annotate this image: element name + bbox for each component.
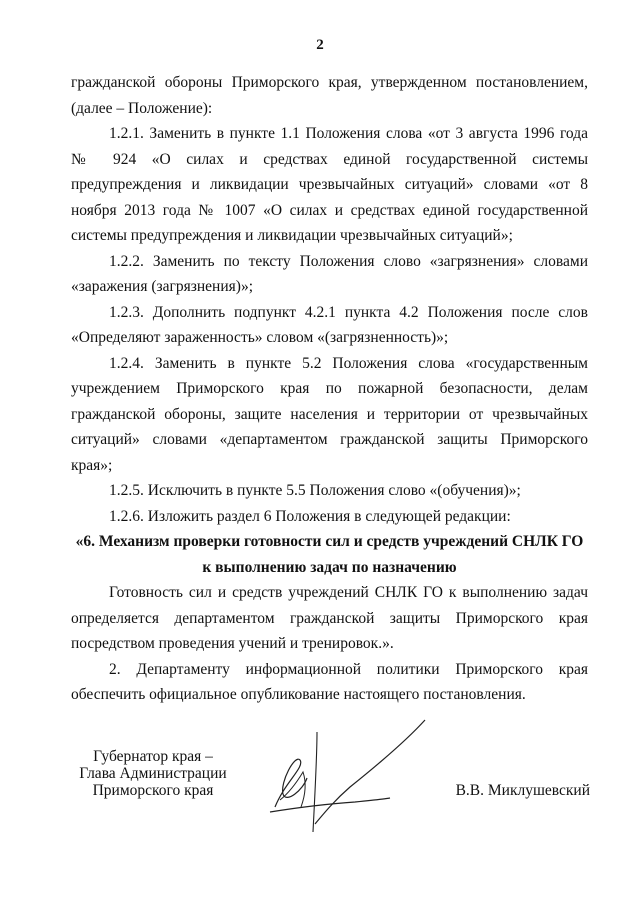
handwritten-signature <box>255 712 445 847</box>
paragraph-2: 2. Департаменту информационной политики Приморского края обеспечить официальное опубликование настоящего постановления. <box>71 660 588 703</box>
paragraph-1-2-3: 1.2.3. Дополнить подпункт 4.2.1 пункта 4.2 Положения после слов «Определяют зараженность» словом «(загрязненность)»; <box>71 303 588 346</box>
paragraph-1-2-2: 1.2.2. Заменить по тексту Положения слово «загрязнения» словами «заражения (загрязнения)»; <box>71 252 588 295</box>
paragraph-1-2-5: 1.2.5. Исключить в пункте 5.5 Положения слово «(обучения)»; <box>109 482 521 499</box>
signer-name: В.В. Миклушевский <box>455 782 590 799</box>
signer-title-line: Глава Администрации <box>79 765 227 782</box>
paragraph-1-2-4: 1.2.4. Заменить в пункте 5.2 Положения слова «государственным учреждением Приморского края по пожарной безопасности, делам гражданской обороны, защите населения и территории от чрезвычайных ситуаций» словами «департаментом гражданской защиты Приморского края»; <box>71 354 588 474</box>
paragraph-intro: гражданской обороны Приморского края, утвержденном постановлением, (далее – Положение): <box>71 74 588 117</box>
page-number: 2 <box>316 37 324 53</box>
paragraph-readiness: Готовность сил и средств учреждений СНЛК ГО к выполнению задач определяется департаментом гражданской защиты Приморского края посредством проведения учений и тренировок.». <box>71 584 588 652</box>
document-body <box>71 70 588 708</box>
paragraph-1-2-6: 1.2.6. Изложить раздел 6 Положения в следующей редакции: <box>109 507 511 525</box>
signer-title <box>78 748 228 799</box>
section-heading: «6. Механизм проверки готовности сил и средств учреждений СНЛК ГО к выполнению задач по назначению <box>75 533 584 576</box>
paragraph-1-2-1: 1.2.1. Заменить в пункте 1.1 Положения слова «от 3 августа 1996 года № 924 «О силах и средствах единой государственной системы предупреждения и ликвидации чрезвычайных ситуаций» словами «от 8 ноября 2013 года № 1007 «О силах и средствах единой государственной системы предупреждения и ликвидации чрезвычайных ситуаций»; <box>71 125 588 244</box>
signer-title-line: Губернатор края – <box>93 748 213 765</box>
signer-title-line: Приморского края <box>92 782 214 799</box>
